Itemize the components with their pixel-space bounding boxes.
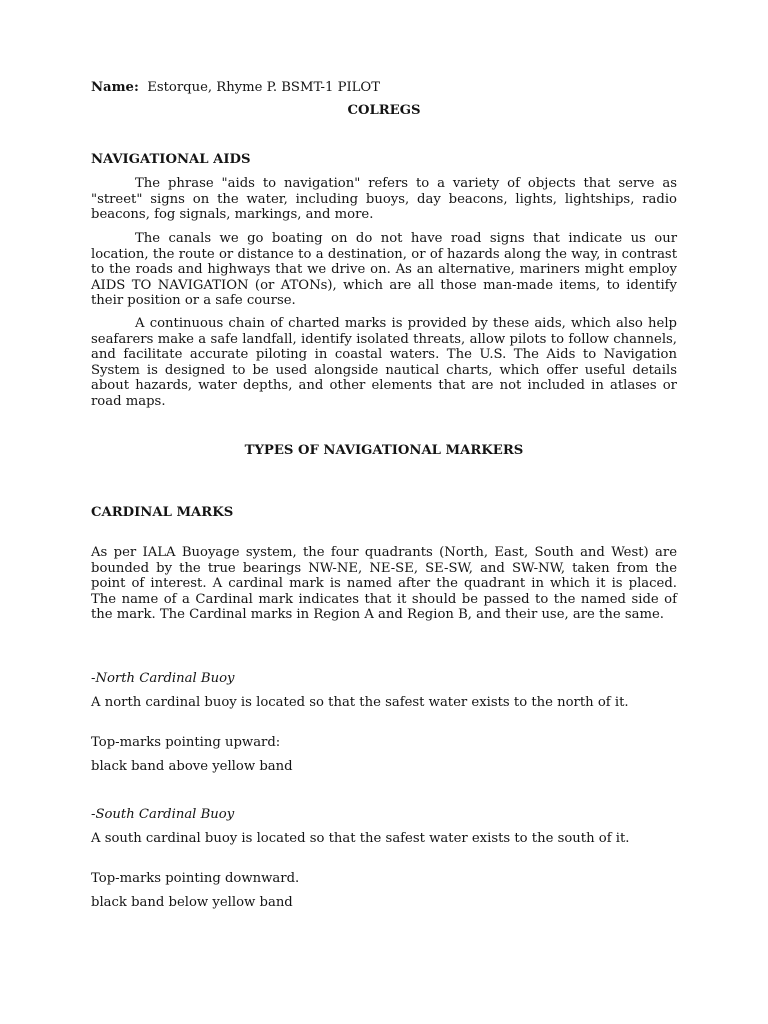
north-cardinal-description: A north cardinal buoy is located so that the safest water exists to the north of it. xyxy=(91,695,629,710)
north-cardinal-bands: black band above yellow band xyxy=(91,759,293,774)
document-title: COLREGS xyxy=(347,103,421,118)
paragraph-cardinal-intro: As per IALA Buoyage system, the four quadrants (North, East, South and West) are bounded by the true bearings NW-NE, NE-SE, SE-SW, and SW-NW, taken from the point of interest. A cardinal mark is named after the quadrant in which it is placed. The name of a Cardinal mark indicates that it should be passed to the named side of the mark. The Cardinal marks in Region A and Region B, and their use, are the same. xyxy=(91,545,677,623)
south-cardinal-bands: black band below yellow band xyxy=(91,895,293,910)
north-cardinal-title: -North Cardinal Buoy xyxy=(91,671,235,686)
north-cardinal-topmarks: Top-marks pointing upward: xyxy=(91,735,281,750)
paragraph-charted-marks: A continuous chain of charted marks is provided by these aids, which also help seafarers make a safe landfall, identify isolated threats, allow pilots to follow channels, and facilitate accurate piloting in coastal waters. The U.S. The Aids to Navigation System is designed to be used alongside nautical charts, which offer useful details about hazards, water depths, and other elements that are not included in atlases or road maps. xyxy=(91,316,677,409)
name-label: Name: xyxy=(91,80,139,95)
south-cardinal-title: -South Cardinal Buoy xyxy=(91,807,235,822)
paragraph-aids-definition: The phrase "aids to navigation" refers to a variety of objects that serve as "street" signs on the water, including buoys, day beacons, lights, lightships, radio beacons, fog signals, markings, and more. xyxy=(91,176,677,223)
name-value: Estorque, Rhyme P. BSMT-1 PILOT xyxy=(147,80,381,95)
south-cardinal-description: A south cardinal buoy is located so that the safest water exists to the south of it. xyxy=(91,831,630,846)
section-heading-types-of-markers: TYPES OF NAVIGATIONAL MARKERS xyxy=(244,443,524,458)
student-name-line xyxy=(91,80,677,96)
south-cardinal-topmarks: Top-marks pointing downward. xyxy=(91,871,300,886)
section-heading-cardinal-marks: CARDINAL MARKS xyxy=(91,505,234,520)
paragraph-canals: The canals we go boating on do not have road signs that indicate us our location, the route or distance to a destination, or of hazards along the way, in contrast to the roads and highways that we drive on. As an alternative, mariners might employ AIDS TO NAVIGATION (or ATONs), which are all those man-made items, to identify their position or a safe course. xyxy=(91,231,677,309)
section-heading-navigational-aids: NAVIGATIONAL AIDS xyxy=(91,152,251,167)
